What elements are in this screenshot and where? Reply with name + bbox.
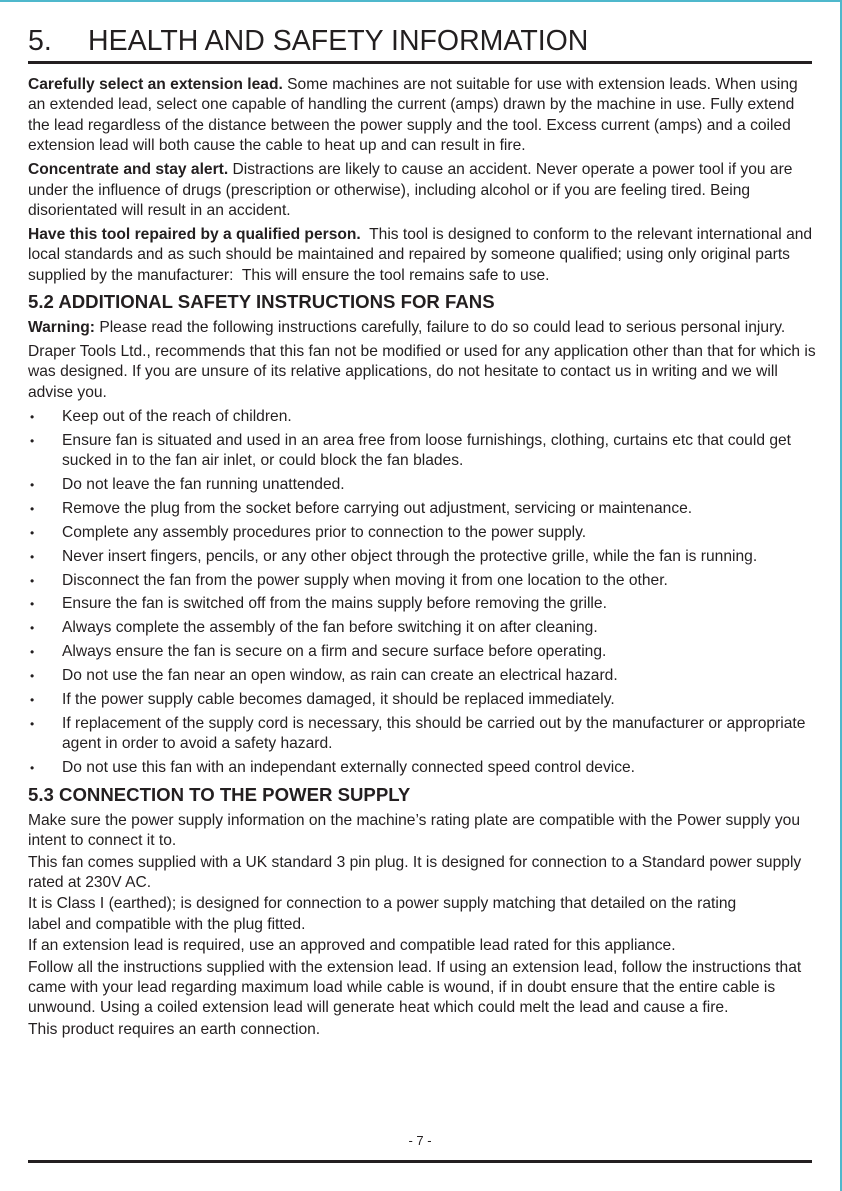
list-item [28, 547, 818, 567]
power-paragraph: This fan comes supplied with a UK standard 3 pin plug. It is designed for connection to a Standard power supply rated at 230V AC. [28, 853, 802, 891]
bullet-icon: • [30, 761, 35, 776]
warning-text: Please read the following instructions carefully, failure to do so could lead to serious personal injury. [94, 319, 786, 337]
warning-paragraph [28, 318, 818, 338]
list-item [28, 431, 818, 472]
list-item [28, 571, 818, 591]
power-paragraph: Make sure the power supply information on the machine’s rating plate are compatible with the Power supply you intent to connect it to. [28, 811, 801, 850]
list-item-text: Ensure the fan is switched off from the mains supply before removing the grille. [62, 595, 607, 613]
page-content [28, 75, 818, 1041]
paragraph-text: This tool is designed to conform to the relevant international and local standards and as such should be maintained and repaired by someone qualified; using only original parts supplied by the manufacturer: This will ensure the tool remains safe to use. [28, 225, 817, 284]
footer-rule [28, 1160, 812, 1163]
list-item-text: Always complete the assembly of the fan before switching it on after cleaning. [62, 619, 598, 637]
power-paragraph: It is Class I (earthed); is designed for connection to a power supply matching that detailed on the rating label and compatible with the plug fitted. [28, 895, 737, 933]
bullet-icon: • [30, 549, 35, 564]
bullet-icon: • [30, 716, 35, 731]
intro-paragraph-repair [28, 225, 818, 286]
list-item [28, 714, 818, 755]
paragraph-text: Distractions are likely to cause an accident. Never operate a power tool if you are under the influence of drugs (prescription or otherwise), including alcohol or if you are feeling tired. Being disorientated will result in an accident. [28, 161, 793, 219]
bullet-icon: • [30, 477, 35, 492]
bullet-icon: • [30, 409, 35, 424]
header-rule [28, 61, 812, 64]
list-item-text: Complete any assembly procedures prior to connection to the power supply. [62, 523, 587, 541]
power-paragraph: Follow all the instructions supplied with the extension lead. If using an extension lead, follow the instructions that came with your lead regarding maximum load while cable is wound, if in doubt ensure that the entire cable is unwound. Using a coiled extension lead will generate heat which could melt the lead and cause a fire. [28, 958, 802, 1017]
list-item [28, 594, 818, 614]
recommendation-paragraph: Draper Tools Ltd., recommends that this fan not be modified or used for any application other than that for which is was designed. If you are unsure of its relative applications, do not hesitate to contact us in writing and we will advise you. [28, 342, 816, 401]
list-item [28, 407, 818, 427]
warning-label: Warning: [28, 319, 95, 337]
section-5-3-heading: 5.3 CONNECTION TO THE POWER SUPPLY [28, 783, 411, 805]
power-paragraph: This product requires an earth connection. [28, 1020, 321, 1038]
bullet-icon: • [30, 573, 35, 588]
page-number: - 7 - [408, 1133, 432, 1148]
bullet-icon: • [30, 433, 35, 448]
bullet-icon: • [30, 501, 35, 516]
bullet-icon: • [30, 597, 35, 612]
power-paragraph: If an extension lead is required, use an approved and compatible lead rated for this appliance. [28, 937, 676, 955]
list-item-text: Disconnect the fan from the power supply when moving it from one location to the other. [62, 571, 668, 589]
list-item-text: If replacement of the supply cord is necessary, this should be carried out by the manufacturer or appropriate agent in order to avoid a safety hazard. [62, 714, 806, 753]
page-frame-top-border [0, 0, 842, 2]
bullet-icon: • [30, 669, 35, 684]
paragraph-lead: Concentrate and stay alert. [28, 161, 229, 179]
safety-bullet-list [28, 407, 818, 779]
section-title-text: HEALTH AND SAFETY INFORMATION [88, 25, 589, 57]
list-item-text: Do not use the fan near an open window, as rain can create an electrical hazard. [62, 667, 618, 685]
list-item-text: Never insert fingers, pencils, or any other object through the protective grille, while the fan is running. [62, 547, 758, 565]
paragraph-lead: Have this tool repaired by a qualified person. [28, 225, 361, 243]
list-item-text: Always ensure the fan is secure on a firm and secure surface before operating. [62, 643, 607, 661]
list-item [28, 523, 818, 543]
bullet-icon: • [30, 621, 35, 636]
intro-paragraph-stay-alert [28, 160, 818, 221]
section-5-2-heading: 5.2 ADDITIONAL SAFETY INSTRUCTIONS FOR FANS [28, 291, 495, 313]
power-supply-section [28, 811, 818, 1040]
list-item-text: Keep out of the reach of children. [62, 407, 292, 425]
paragraph-text: Some machines are not suitable for use with extension leads. When using an extended lead, select one capable of handling the current (amps) drawn by the machine in use. Fully extend the lead regardless of the distance between the power supply and the tool. Excess current (amps) and a coiled extension lead will both cause the cable to heat up and can result in fire. [28, 76, 798, 155]
section-title [28, 24, 588, 58]
list-item-text: Ensure fan is situated and used in an area free from loose furnishings, clothing, curtains etc that could get sucked in to the fan air inlet, or could block the fan blades. [62, 431, 792, 469]
bullet-icon: • [30, 693, 35, 708]
list-item-text: Do not use this fan with an independant externally connected speed control device. [62, 759, 636, 777]
list-item [28, 690, 818, 710]
list-item-text: If the power supply cable becomes damaged, it should be replaced immediately. [62, 691, 615, 709]
list-item [28, 475, 818, 495]
list-item [28, 499, 818, 519]
list-item [28, 618, 818, 638]
bullet-icon: • [30, 645, 35, 660]
intro-paragraph-extension-lead [28, 75, 818, 157]
section-number: 5. [28, 25, 52, 57]
list-item [28, 642, 818, 662]
paragraph-lead: Carefully select an extension lead. [28, 76, 283, 93]
bullet-icon: • [30, 525, 35, 540]
list-item [28, 666, 818, 686]
list-item [28, 758, 818, 778]
list-item-text: Do not leave the fan running unattended. [62, 475, 345, 493]
list-item-text: Remove the plug from the socket before carrying out adjustment, servicing or maintenance. [62, 499, 693, 517]
